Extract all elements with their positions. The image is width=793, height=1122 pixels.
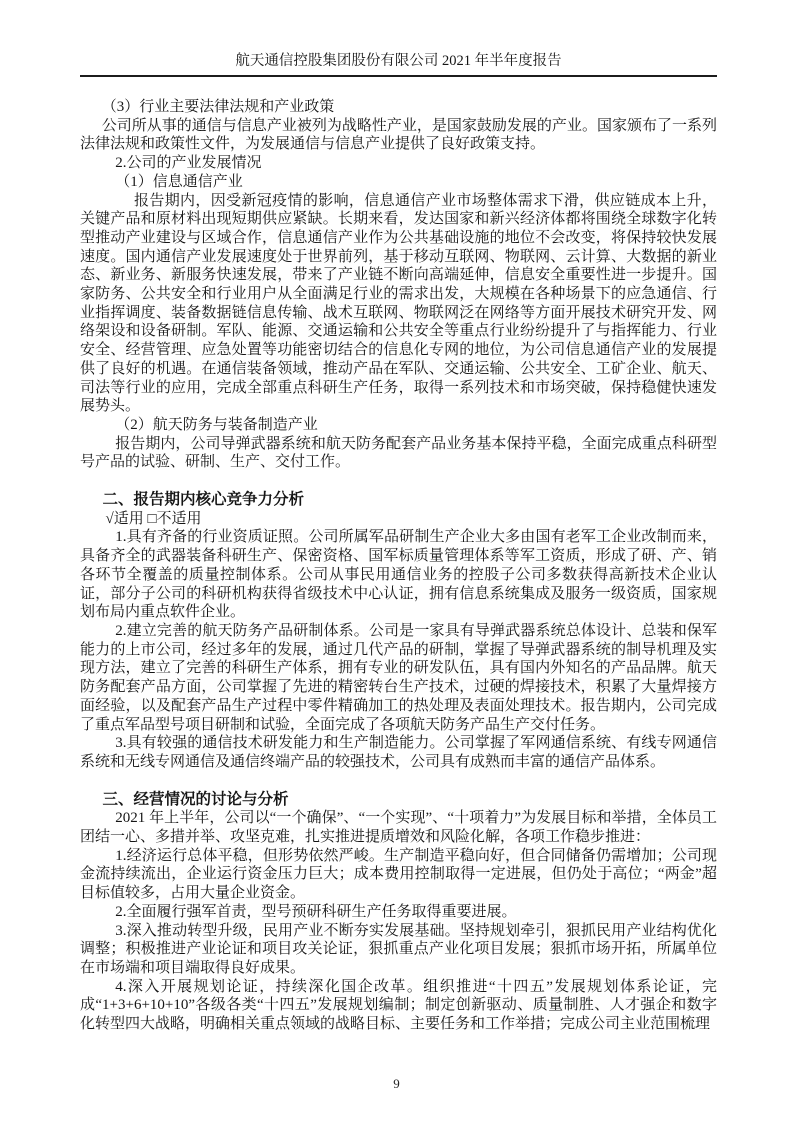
header-title: 航天通信控股集团股份有限公司 2021 年半年度报告 xyxy=(235,53,562,69)
paragraph: 报告期内，公司导弹武器系统和航天防务配套产品业务基本保持平稳，全面完成重点科研型号产品的试验、研制、生产、交付工作。 xyxy=(80,435,717,471)
report-header xyxy=(80,53,717,77)
section-heading-operation-discussion: 三、经营情况的讨论与分析 xyxy=(102,790,289,808)
applicability-line: √适用 □不适用 xyxy=(105,510,202,527)
paragraph: 1.经济运行总体平稳，但形势依然严峻。生产制造平稳向好，但合同储备仍需增加；公司现金流持续流出，企业运行资金压力巨大；成本费用控制取得一定进展，但仍处于高位；“两金”超目标值较多，占用大量企业资金。 xyxy=(80,847,717,902)
paragraph: 1.具有齐备的行业资质证照。公司所属军品研制生产企业大多由国有老军工企业改制而来，具备齐全的武器装备科研生产、保密资格、国军标质量管理体系等军工资质，形成了研、产、销各环节全覆盖的质量控制体系。公司从事民用通信业务的控股子公司多数获得高新技术企业认证，部分子公司的科研机构获得省级技术中心认证，拥有信息系统集成及服务一级资质，国家规划布局内重点软件企业。 xyxy=(80,529,717,621)
paragraph: 2.全面履行强军首责，型号预研科研生产任务取得重要进展。 xyxy=(115,903,517,920)
subsection-title: （3）行业主要法律法规和产业政策 xyxy=(101,99,335,115)
section-heading-core-competitiveness: 二、报告期内核心竞争力分析 xyxy=(102,491,304,509)
paragraph: 3.深入推动转型升级，民用产业不断夯实发展基础。坚持规划牵引，狠抓民用产业结构优化调整；积极推进产业论证和项目攻关论证，狠抓重点产业化项目发展；狠抓市场开拓，所属单位在市场端和项目端取得良好成果。 xyxy=(80,922,717,976)
paragraph: 4.深入开展规划论证，持续深化国企改革。组织推进“十四五”发展规划体系论证，完成“1+3+6+10+10”各级各类“十四五”发展规划编制；制定创新驱动、质量制胜、人才强企和数字化转型四大战略，明确相关重点领域的战略目标、主要任务和工作举措；完成公司主业范围梳理 xyxy=(80,978,717,1033)
document-body xyxy=(80,98,717,1034)
page-number: 9 xyxy=(393,1076,400,1091)
subsection-title: （2）航天防务与装备制造产业 xyxy=(115,416,318,433)
subsection-title: 2.公司的产业发展情况 xyxy=(115,155,262,172)
paragraph: 公司所从事的通信与信息产业被列为战略性产业，是国家鼓励发展的产业。国家颁布了一系列法律法规和政策性文件，为发展通信与信息产业提供了良好政策支持。 xyxy=(80,117,717,153)
subsection-title: （1）信息通信产业 xyxy=(115,173,243,190)
paragraph: 3.具有较强的通信技术研发能力和生产制造能力。公司掌握了军网通信系统、有线专网通信系统和无线专网通信及通信终端产品的较强技术，公司具有成熟而丰富的通信产品体系。 xyxy=(80,735,717,770)
paragraph: 报告期内，因受新冠疫情的影响，信息通信产业市场整体需求下滑，供应链成本上升，关键产品和原材料出现短期供应紧缺。长期来看，发达国家和新兴经济体都将围绕全球数字化转型推动产业建设与区域合作，信息通信产业作为公共基础设施的地位不会改变，将保持较快发展速度。国内通信产业发展速度处于世界前列，基于移动互联网、物联网、云计算、大数据的新业态、新业务、新服务快速发展，带来了产业链不断向高端延伸，信息安全重要性进一步提升。国家防务、公共安全和行业用户从全面满足行业的需求出发，大规模在各种场景下的应急通信、行业指挥调度、装备数据链信息传输、战术互联网、物联网泛在网络等方面开展技术研究开发、网络架设和设备研制。军队、能源、交通运输和公共安全等重点行业纷纷提升了与指挥能力、行业安全、经营管理、应急处置等功能密切结合的信息化专网的地位，为公司信息通信产业的发展提供了良好的机遇。在通信装备领域，推动产品在军队、交通运输、公共安全、工矿企业、航天、司法等行业的应用，完成全部重点科研生产任务，取得一系列技术和市场突破，保持稳健快速发展势头。 xyxy=(80,192,717,415)
paragraph: 2.建立完善的航天防务产品研制体系。公司是一家具有导弹武器系统总体设计、总装和保军能力的上市公司，经过多年的发展，通过几代产品的研制，掌握了导弹武器系统的制导机理及实现方法，建立了完善的科研生产体系，拥有专业的研发队伍，具有国内外知名的产品品牌。航天防务配套产品方面，公司掌握了先进的精密转台生产技术，过硬的焊接技术，积累了大量焊接方面经验，以及配套产品生产过程中零件精确加工的热处理及表面处理技术。报告期内，公司完成了重点军品型号项目研制和试验，全面完成了各项航天防务产品生产交付任务。 xyxy=(80,622,717,733)
paragraph: 2021 年上半年，公司以“一个确保”、“一个实现”、“十项着力”为发展目标和举措，全体员工团结一心、多措并举、攻坚克难，扎实推进提质增效和风险化解，各项工作稳步推进： xyxy=(80,810,717,846)
